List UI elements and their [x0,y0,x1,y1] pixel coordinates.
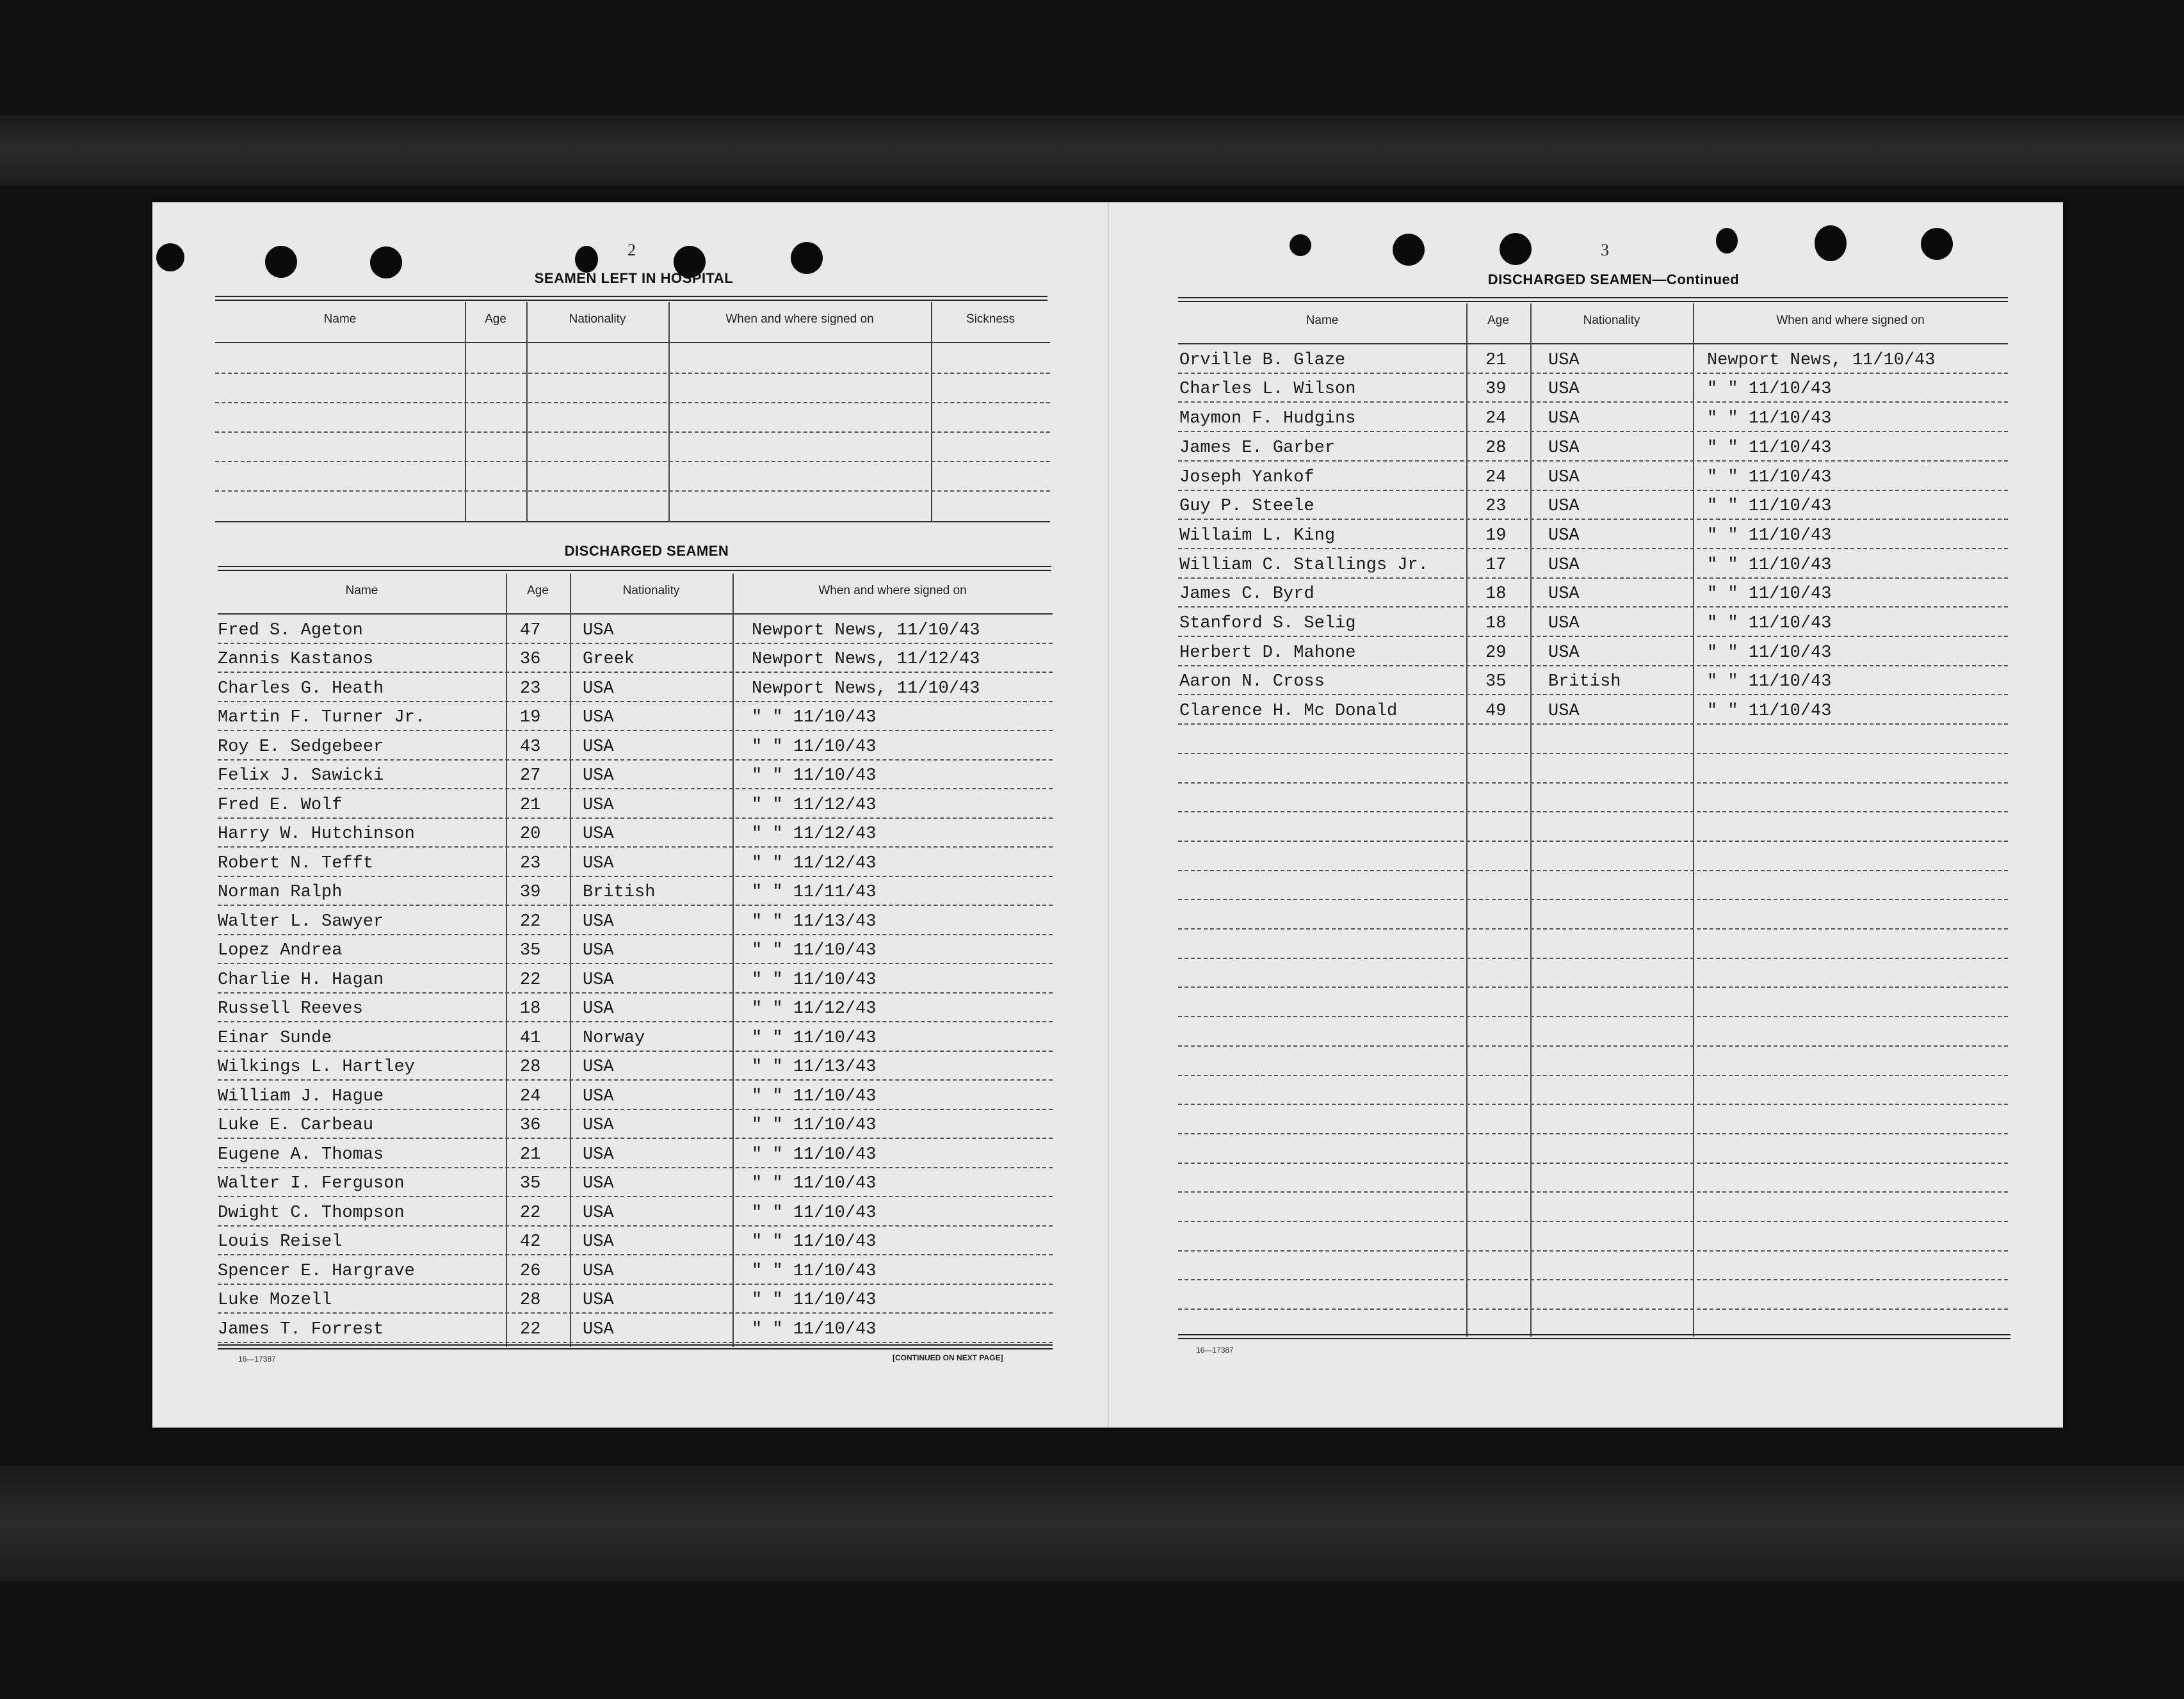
discharged-continued-title: DISCHARGED SEAMEN—Continued [1487,271,1740,287]
table-row-line [1178,1045,2008,1047]
name-cell: Aaron N. Cross [1179,672,1325,692]
age-cell: 26 [520,1261,541,1281]
continued-note: [CONTINUED ON NEXT PAGE] [893,1353,1003,1362]
table-row-line [218,1138,1053,1139]
nationality-cell: USA [583,941,614,960]
age-cell: 21 [1485,350,1507,370]
table-row-line [1178,1133,2008,1134]
signed-on-cell: " " 11/10/43 [752,1261,877,1281]
table-row-line [218,1196,1053,1197]
table-row-line [218,817,1053,819]
age-cell: 19 [520,708,541,727]
nationality-cell: USA [1548,409,1580,429]
table-row-line [218,701,1053,702]
nationality-cell: USA [583,999,614,1019]
discharged-header-age: Age [527,584,549,597]
right-page-number: 3 [1601,241,1609,259]
signed-on-cell: " " 11/10/43 [752,1028,877,1048]
discharged-header-name: Name [345,584,378,597]
table-row-line [1178,665,2008,666]
hospital-header-age: Age [485,312,506,326]
background-band-bottom [0,1466,2184,1581]
signed-on-cell: " " 11/13/43 [752,1058,877,1077]
signed-on-cell: " " 11/10/43 [752,1203,877,1223]
name-cell: Louis Reisel [218,1232,343,1252]
nationality-cell: USA [583,795,614,815]
signed-on-cell: " " 11/10/43 [1707,526,1832,545]
punch-hole [1393,234,1425,266]
name-cell: Wilkings L. Hartley [218,1058,415,1077]
table-row-line [1178,1075,2008,1076]
name-cell: Fred S. Ageton [218,620,363,640]
table-row-line [218,1312,1053,1314]
column-divider [570,574,571,1347]
signed-on-cell: " " 11/10/43 [1707,643,1832,663]
table-row-line [1178,1016,2008,1017]
table-row-line [218,876,1053,877]
nationality-cell: USA [583,1203,614,1223]
table-row-line [218,992,1053,994]
age-cell: 28 [520,1291,541,1310]
section-rule [1178,297,2008,302]
signed-on-cell: " " 11/10/43 [1707,672,1832,692]
name-cell: Willaim L. King [1179,526,1336,545]
age-cell: 47 [520,620,541,640]
age-cell: 18 [1485,614,1507,633]
nationality-cell: USA [1548,526,1580,545]
name-cell: Norman Ralph [218,883,343,902]
age-cell: 21 [520,795,541,815]
signed-on-cell: " " 11/12/43 [752,999,877,1019]
nationality-cell: USA [583,1174,614,1193]
signed-on-cell: " " 11/10/43 [1707,409,1832,429]
nationality-cell: USA [1548,380,1580,399]
name-cell: Clarence H. Mc Donald [1179,702,1398,721]
table-row-line [1178,636,2008,637]
age-cell: 35 [520,1174,541,1193]
punch-hole [1815,225,1847,261]
name-cell: Fred E. Wolf [218,795,343,815]
table-row-line [1178,401,2008,403]
age-cell: 35 [1485,672,1507,692]
table-row-line [218,1079,1053,1081]
table-row-line [218,672,1053,673]
nationality-cell: USA [1548,643,1580,663]
signed-on-cell: " " 11/10/43 [752,1291,877,1310]
table-row-line [1178,899,2008,900]
name-cell: Dwight C. Thompson [218,1203,405,1223]
age-cell: 22 [520,970,541,990]
age-cell: 39 [1485,380,1507,399]
signed-on-cell: " " 11/11/43 [752,883,877,902]
age-cell: 42 [520,1232,541,1252]
column-divider [1466,303,1468,1337]
name-cell: Lopez Andrea [218,941,343,960]
nationality-cell: USA [583,1058,614,1077]
table-row-line [1178,1191,2008,1193]
column-divider [1693,303,1694,1337]
signed-on-cell: " " 11/10/43 [752,1232,877,1252]
nationality-cell: USA [1548,467,1580,487]
table-row-line [218,963,1053,964]
punch-hole [156,243,184,271]
name-cell: Luke E. Carbeau [218,1116,374,1135]
nationality-cell: USA [583,912,614,931]
name-cell: James C. Byrd [1179,584,1314,604]
table-row-line [1178,577,2008,579]
hospital-header-nationality: Nationality [569,312,626,326]
name-cell: Einar Sunde [218,1028,332,1048]
table-bottom-rule [218,1344,1053,1349]
table-row-line [1178,928,2008,930]
nationality-cell: USA [583,1116,614,1135]
name-cell: Herbert D. Mahone [1179,643,1356,663]
name-cell: Spencer E. Hargrave [218,1261,415,1281]
nationality-cell: USA [1548,350,1580,370]
punch-hole [1921,228,1953,260]
nationality-cell: USA [583,825,614,844]
punch-hole [370,246,402,278]
nationality-cell: USA [583,1145,614,1164]
nationality-cell: USA [583,1291,614,1310]
signed-on-cell: " " 11/12/43 [752,853,877,873]
discharged-header-nationality: Nationality [622,584,680,597]
table-row-line [1178,870,2008,871]
signed-on-cell: " " 11/10/43 [1707,467,1832,487]
left-form-number: 16—17387 [238,1355,276,1364]
right-header-age: Age [1487,314,1509,327]
name-cell: Charles G. Heath [218,679,384,698]
table-row-line [218,788,1053,789]
table-row-line [218,643,1053,644]
hospital-header-name: Name [323,312,357,326]
table-row-line [218,1051,1053,1052]
table-row-line [1178,1279,2008,1280]
signed-on-cell: " " 11/12/43 [752,795,877,815]
age-cell: 18 [520,999,541,1019]
table-row-line [1178,782,2008,784]
table-row-line [1178,548,2008,549]
signed-on-cell: " " 11/10/43 [752,1116,877,1135]
column-divider [732,574,734,1347]
table-row-line [218,759,1053,761]
table-row-line [1178,1104,2008,1105]
signed-on-cell: " " 11/10/43 [1707,702,1832,721]
header-underline [1178,343,2008,344]
age-cell: 23 [520,853,541,873]
signed-on-cell: Newport News, 11/12/43 [752,650,980,669]
signed-on-cell: " " 11/10/43 [752,970,877,990]
table-row-line [1178,460,2008,462]
left-page-number: 2 [627,241,636,259]
header-underline [218,613,1053,615]
right-header-signed-on: When and where signed on [1776,314,1925,327]
table-row-line [218,846,1053,848]
table-bottom-rule [1178,1334,2010,1339]
signed-on-cell: Newport News, 11/10/43 [1707,350,1936,370]
hospital-header-signed-on: When and where signed on [725,312,874,326]
punch-hole [265,246,297,278]
table-row-line [1178,694,2008,695]
age-cell: 22 [520,912,541,931]
name-cell: Orville B. Glaze [1179,350,1346,370]
nationality-cell: Greek [583,650,635,669]
table-row-line [218,905,1053,906]
signed-on-cell: " " 11/10/43 [752,737,877,757]
nationality-cell: USA [583,1232,614,1252]
table-row-line [1178,1250,2008,1252]
nationality-cell: USA [583,620,614,640]
nationality-cell: USA [1548,584,1580,604]
name-cell: Martin F. Turner Jr. [218,708,426,727]
signed-on-cell: " " 11/13/43 [752,912,877,931]
signed-on-cell: " " 11/10/43 [752,708,877,727]
nationality-cell: USA [1548,497,1580,517]
age-cell: 17 [1485,555,1507,575]
nationality-cell: USA [583,1086,614,1106]
age-cell: 39 [520,883,541,902]
table-row-line [218,1254,1053,1255]
table-row-line [1178,373,2008,374]
name-cell: Charles L. Wilson [1179,380,1356,399]
signed-on-cell: " " 11/10/43 [752,941,877,960]
age-cell: 18 [1485,584,1507,604]
name-cell: James E. Garber [1179,438,1336,458]
nationality-cell: USA [583,679,614,698]
page-fold [1108,202,1109,1428]
age-cell: 23 [1485,497,1507,517]
table-row-line [1178,490,2008,491]
header-underline [215,342,1050,343]
age-cell: 22 [520,1319,541,1339]
name-cell: Walter I. Ferguson [218,1174,405,1193]
table-row-line [1178,606,2008,608]
column-divider [465,302,466,522]
table-row-line [218,730,1053,731]
age-cell: 24 [1485,409,1507,429]
hospital-header-sickness: Sickness [966,312,1015,326]
punch-hole [1500,233,1532,265]
name-cell: Zannis Kastanos [218,650,374,669]
name-cell: Stanford S. Selig [1179,614,1356,633]
age-cell: 41 [520,1028,541,1048]
nationality-cell: USA [1548,555,1580,575]
age-cell: 20 [520,825,541,844]
table-row-line [1178,723,2008,725]
hospital-row-line [215,373,1050,374]
nationality-cell: USA [583,766,614,785]
name-cell: Roy E. Sedgebeer [218,737,384,757]
table-row-line [1178,1163,2008,1164]
column-divider [506,574,507,1347]
name-cell: Russell Reeves [218,999,363,1019]
nationality-cell: British [583,883,656,902]
right-form-number: 16—17387 [1196,1346,1234,1355]
age-cell: 36 [520,1116,541,1135]
age-cell: 28 [520,1058,541,1077]
table-row-line [218,934,1053,935]
table-row-line [1178,811,2008,812]
name-cell: Charlie H. Hagan [218,970,384,990]
nationality-cell: USA [1548,438,1580,458]
name-cell: Robert N. Tefft [218,853,374,873]
nationality-cell: USA [583,708,614,727]
table-row-line [218,1225,1053,1227]
table-row-line [218,1284,1053,1285]
name-cell: William C. Stallings Jr. [1179,555,1428,575]
hospital-table-bottom [215,521,1050,522]
signed-on-cell: " " 11/10/43 [1707,614,1832,633]
name-cell: James T. Forrest [218,1319,384,1339]
table-row-line [1178,1308,2008,1310]
name-cell: Guy P. Steele [1179,497,1314,517]
signed-on-cell: " " 11/10/43 [752,766,877,785]
column-divider [526,302,528,522]
signed-on-cell: " " 11/10/43 [752,1174,877,1193]
signed-on-cell: " " 11/12/43 [752,825,877,844]
age-cell: 28 [1485,438,1507,458]
signed-on-cell: " " 11/10/43 [1707,555,1832,575]
nationality-cell: USA [583,737,614,757]
name-cell: Harry W. Hutchinson [218,825,415,844]
signed-on-cell: " " 11/10/43 [752,1145,877,1164]
signed-on-cell: " " 11/10/43 [752,1086,877,1106]
name-cell: Maymon F. Hudgins [1179,409,1356,429]
table-row-line [218,1342,1053,1343]
name-cell: Felix J. Sawicki [218,766,384,785]
column-divider [1530,303,1532,1337]
table-row-line [1178,519,2008,520]
age-cell: 23 [520,679,541,698]
age-cell: 19 [1485,526,1507,545]
punch-hole [575,246,598,273]
table-row-line [1178,958,2008,959]
section-rule [215,296,1048,301]
nationality-cell: USA [583,853,614,873]
signed-on-cell: " " 11/10/43 [1707,438,1832,458]
column-divider [668,302,670,522]
name-cell: William J. Hague [218,1086,384,1106]
table-row-line [1178,753,2008,754]
age-cell: 29 [1485,643,1507,663]
age-cell: 22 [520,1203,541,1223]
discharged-header-signed-on: When and where signed on [818,584,967,597]
name-cell: Luke Mozell [218,1291,332,1310]
section-rule [218,566,1051,571]
age-cell: 24 [1485,467,1507,487]
name-cell: Eugene A. Thomas [218,1145,384,1164]
right-header-name: Name [1306,314,1339,327]
punch-hole [1290,234,1311,256]
table-row-line [1178,431,2008,432]
name-cell: Walter L. Sawyer [218,912,384,931]
table-row-line [218,1021,1053,1022]
signed-on-cell: " " 11/10/43 [1707,584,1832,604]
table-row-line [1178,986,2008,988]
background-band-top [0,115,2184,186]
signed-on-cell: " " 11/10/43 [752,1319,877,1339]
punch-hole [1716,228,1738,254]
age-cell: 24 [520,1086,541,1106]
age-cell: 21 [520,1145,541,1164]
hospital-row-line [215,461,1050,462]
age-cell: 35 [520,941,541,960]
nationality-cell: USA [583,1261,614,1281]
nationality-cell: USA [1548,614,1580,633]
signed-on-cell: " " 11/10/43 [1707,497,1832,517]
hospital-section-title: SEAMEN LEFT IN HOSPITAL [534,270,734,286]
nationality-cell: USA [583,970,614,990]
hospital-row-line [215,402,1050,403]
nationality-cell: USA [583,1319,614,1339]
table-row-line [218,1109,1053,1110]
age-cell: 36 [520,650,541,669]
age-cell: 49 [1485,702,1507,721]
table-row-line [218,1167,1053,1168]
nationality-cell: British [1548,672,1621,692]
signed-on-cell: Newport News, 11/10/43 [752,679,980,698]
signed-on-cell: Newport News, 11/10/43 [752,620,980,640]
hospital-row-line [215,431,1050,433]
table-row-line [1178,1221,2008,1222]
right-header-nationality: Nationality [1583,314,1640,327]
column-divider [931,302,932,522]
hospital-row-line [215,490,1050,492]
discharged-section-title: DISCHARGED SEAMEN [564,543,729,559]
age-cell: 27 [520,766,541,785]
table-row-line [1178,841,2008,842]
signed-on-cell: " " 11/10/43 [1707,380,1832,399]
nationality-cell: Norway [583,1028,645,1048]
punch-hole [791,242,823,274]
name-cell: Joseph Yankof [1179,467,1314,487]
age-cell: 43 [520,737,541,757]
nationality-cell: USA [1548,702,1580,721]
